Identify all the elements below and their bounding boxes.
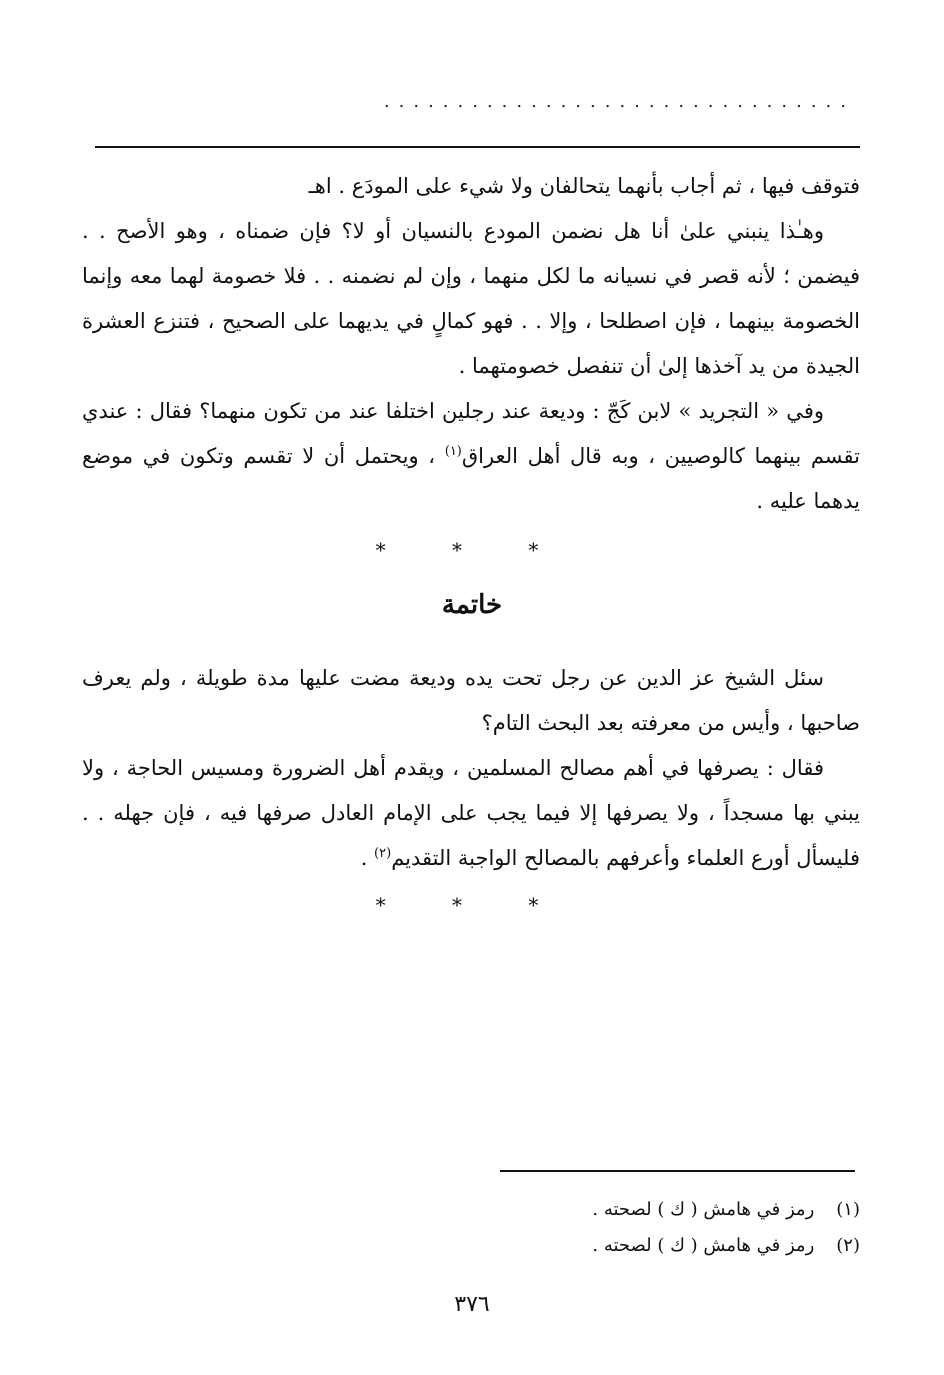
- footnote-2: [440, 1228, 860, 1264]
- paragraph-3-text: وفي « التجريد » لابن كَجّ : وديعة عند رجلين اختلفا عند من تكون منهما؟ فقال : عندي تقسم بينهما كالوصيين ، وبه قال أهل العراق: [82, 399, 861, 468]
- paragraph-3: [82, 389, 860, 524]
- paragraph-5: [82, 746, 860, 881]
- section-separator-bottom: * * *: [375, 893, 569, 917]
- section-title: خاتمة: [441, 590, 503, 620]
- paragraph-3-text-end: ، ويحتمل أن لا تقسم وتكون في موضع يدهما عليه .: [82, 444, 860, 513]
- footnotes: [440, 1192, 860, 1264]
- paragraph-5-text-end: .: [360, 846, 375, 870]
- header-dotted-line: ................................: [383, 92, 855, 112]
- paragraph-4: سئل الشيخ عز الدين عن رجل تحت يده وديعة مضت عليها مدة طويلة ، ولم يعرف صاحبها ، وأيس من معرفته بعد البحث التام؟: [82, 666, 860, 735]
- upper-text-block: [82, 164, 860, 524]
- paragraph-5-text: فقال : يصرفها في أهم مصالح المسلمين ، ويقدم أهل الضرورة ومسيس الحاجة ، ولا يبني بها مسجداً ، ولا يصرفها إلا فيما يجب على الإمام العادل صرفها فيه ، فإن جهله . . فليسأل أورع العلماء وأعرفهم بالمصالح الواجبة التقديم: [82, 756, 860, 870]
- paragraph-2: وهـٰذا ينبني علىٰ أنا هل نضمن المودع بالنسيان أو لا؟ فإن ضمناه ، وهو الأصح . . فيضمن ؛ لأنه قصر في نسيانه ما لكل منهما ، وإن لم نضمنه . . فلا خصومة لهما معه وإنما الخصومة بينهما ، فإن اصطلحا ، وإلا . . فهو كمالٍ في يديهما على الصحيح ، فتنزع العشرة الجيدة من يد آخذها إلىٰ أن تنفصل خصومتهما .: [82, 219, 860, 378]
- footnote-2-text: رمز في هامش ( ك ) لصحته .: [592, 1235, 815, 1256]
- footnote-ref-2: (٢): [374, 846, 392, 861]
- footnote-ref-1: (١): [444, 444, 462, 459]
- section-separator-top: * * *: [375, 538, 569, 562]
- footnote-2-number: (٢): [836, 1235, 860, 1256]
- footnote-rule: [500, 1170, 855, 1172]
- footnote-1-number: (١): [836, 1199, 860, 1220]
- footnote-1: [440, 1192, 860, 1228]
- footnote-1-text: رمز في هامش ( ك ) لصحته .: [592, 1199, 815, 1220]
- lower-text-block: [82, 656, 860, 881]
- paragraph-1: فتوقف فيها ، ثم أجاب بأنهما يتحالفان ولا شيء على المودَع . اهـ: [308, 174, 860, 198]
- header-rule: [95, 146, 860, 148]
- page-number: ٣٧٦: [454, 1292, 490, 1317]
